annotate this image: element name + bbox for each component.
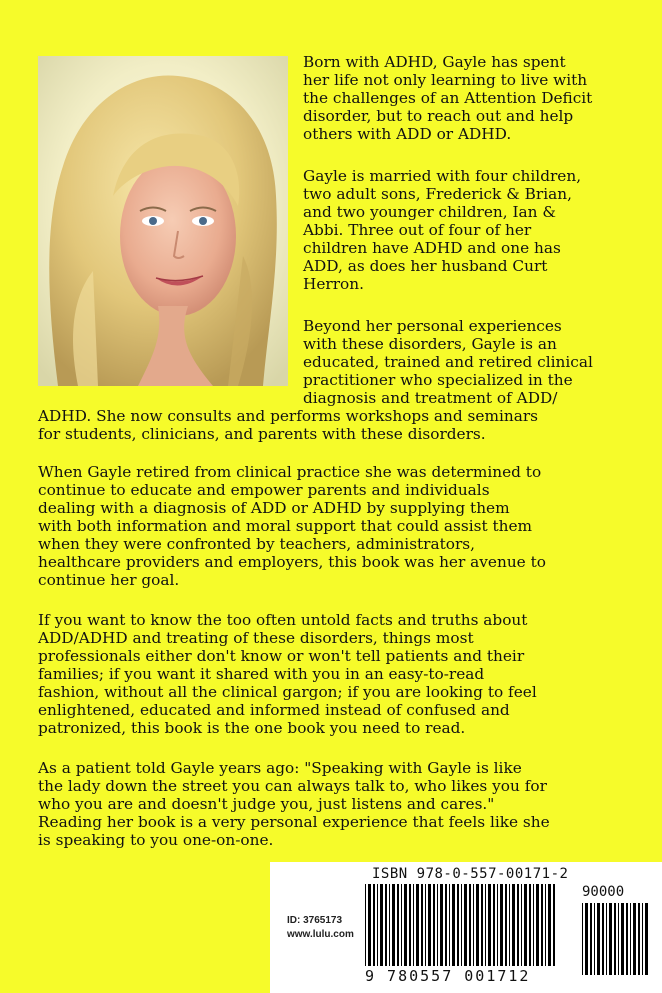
barcode-bar [464, 884, 467, 966]
barcode-bar [389, 884, 390, 966]
barcode-bar [602, 903, 604, 975]
bio-paragraph-4: When Gayle retired from clinical practice she was determined to continue to educate and empower parents and individuals dealing with a diagnosis of ADD or ADHD by supplying them with both information and moral support that could assist them when they were confronted by teachers, administrators, healthcare providers and employers, this book was her avenue to continue her goal. [38, 463, 546, 589]
barcode-bar [473, 884, 474, 966]
barcode-bar [404, 884, 407, 966]
barcode-bar [461, 884, 462, 966]
barcode-bar [505, 884, 507, 966]
barcode-bar [428, 884, 431, 966]
lulu-site: www.lulu.com [287, 929, 354, 940]
barcode-bar [590, 903, 592, 975]
barcode-bar [421, 884, 423, 966]
barcode-bar [585, 903, 588, 975]
barcode-bar [597, 903, 600, 975]
bio-paragraph-5: If you want to know the too often untold facts and truths about ADD/ADHD and treating of these disorders, things most professionals either don't know or won't tell patients and their families; if you want it shared with you in an easy-to-read fashion, without all the clinical gargon; if you are looking to feel enlightened, educated and informed instead of confused and patronized, this book is the one book you need to read. [38, 611, 537, 737]
barcode-bar [493, 884, 495, 966]
barcode-bar [618, 903, 619, 975]
barcode-bar [413, 884, 414, 966]
barcode-bar [521, 884, 522, 966]
price-code: 90000 [582, 884, 625, 900]
barcode-bar [397, 884, 399, 966]
barcode-bar [524, 884, 527, 966]
author-photo [38, 56, 288, 386]
barcode-bar [626, 903, 628, 975]
barcode-bar [633, 903, 636, 975]
barcode-bar [594, 903, 595, 975]
barcode-bar [385, 884, 387, 966]
addon-barcode [582, 903, 648, 975]
barcode-bar [642, 903, 643, 975]
bio-paragraph-3-wrapped: Beyond her personal experiences with these disorders, Gayle is an educated, trained and retired clinical practitioner who specialized in the diagnosis and treatment of ADD/ [303, 317, 593, 407]
barcode-bar [365, 884, 366, 966]
barcode-bar [529, 884, 531, 966]
barcode-bar [512, 884, 515, 966]
barcode-bar [469, 884, 471, 966]
ean-barcode [365, 884, 555, 966]
barcode-bar [488, 884, 491, 966]
barcode-bar [582, 903, 583, 975]
barcode-bar [452, 884, 455, 966]
barcode-bar [433, 884, 435, 966]
barcode-bar [553, 884, 555, 966]
barcode-bar [476, 884, 479, 966]
barcode-bar [609, 903, 612, 975]
barcode-bar [392, 884, 395, 966]
barcode-bar [373, 884, 375, 966]
barcode-bar [614, 903, 616, 975]
barcode-bar [377, 884, 378, 966]
barcode-bar [425, 884, 426, 966]
barcode-bar [630, 903, 631, 975]
barcode-bar [606, 903, 607, 975]
barcode-bar [401, 884, 402, 966]
barcode-bar [500, 884, 503, 966]
barcode-bar [545, 884, 546, 966]
barcode-bar [548, 884, 551, 966]
barcode-bar [541, 884, 543, 966]
barcode-bar [533, 884, 534, 966]
bio-paragraph-3-continued: ADHD. She now consults and performs workshops and seminars for students, clinicians, and parents with these disorders. [38, 407, 538, 443]
lulu-id: ID: 3765173 [287, 915, 343, 926]
barcode-bar [645, 903, 648, 975]
isbn-label: ISBN 978-0-557-00171-2 [372, 866, 569, 882]
barcode-bar [440, 884, 443, 966]
barcode-bar [485, 884, 486, 966]
barcode-bar [509, 884, 510, 966]
barcode-bar [497, 884, 498, 966]
barcode-bar [409, 884, 411, 966]
barcode-bar [536, 884, 539, 966]
barcode-digits: 9 780557 001712 [365, 967, 531, 985]
barcode-bar [416, 884, 419, 966]
bio-paragraph-1: Born with ADHD, Gayle has spent her life not only learning to live with the challenges of an Attention Deficit disorder, but to reach out and help others with ADD or ADHD. [303, 53, 593, 143]
barcode-bar [445, 884, 447, 966]
bio-paragraph-2: Gayle is married with four children, two adult sons, Frederick & Brian, and two younger children, Ian & Abbi. Three out of four of her children have ADHD and one has ADD, as does her husband Curt Herron. [303, 167, 582, 293]
barcode-bar [621, 903, 624, 975]
barcode-bar [368, 884, 371, 966]
barcode-bar [481, 884, 483, 966]
bio-paragraph-6: As a patient told Gayle years ago: "Speaking with Gayle is like the lady down the street you can always talk to, who likes you for who you are and doesn't judge you, just listens and cares." Reading her book is a very personal experience that feels like she is speaking to you one-on-one. [38, 759, 550, 849]
barcode-bar [437, 884, 438, 966]
barcode-bar [517, 884, 519, 966]
barcode-bar [449, 884, 450, 966]
barcode-bar [638, 903, 640, 975]
barcode-bar [380, 884, 383, 966]
barcode-bar [457, 884, 459, 966]
